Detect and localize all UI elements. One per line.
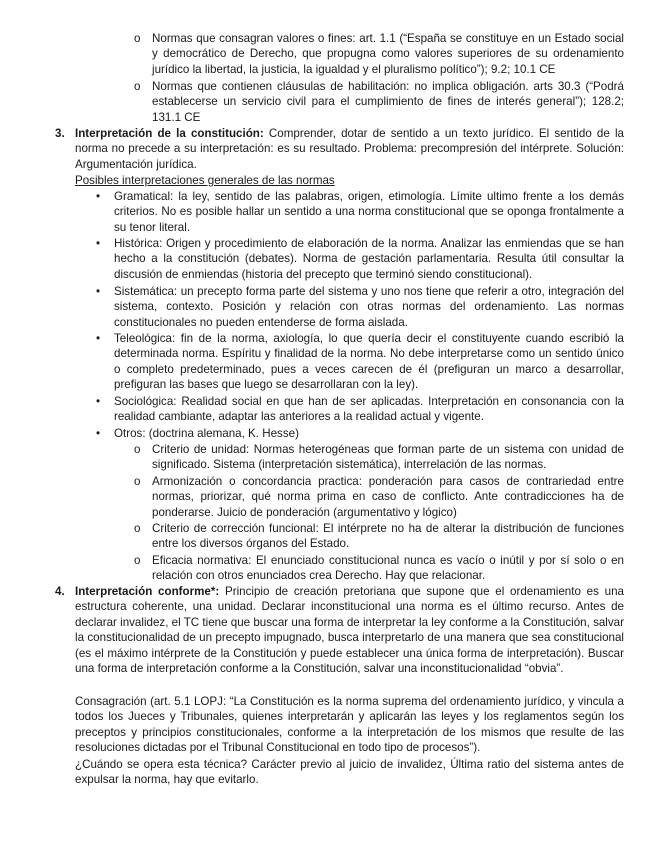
list-marker: o (134, 443, 141, 456)
armonizacion: Armonización o concordancia practica: ponderación para casos de contrariedad entre normas, priorizar, qué norma prima en caso de conflicto. Ante contradicciones ha de ponderarse. Juicio de ponderación (argumentativo y lógico) (152, 475, 624, 519)
section-3-body: Comprender, dotar de sentido a un texto jurídico. El sentido de la norma no precede a su interpretación: es su resultado. Problema: precompresión del intérprete. Solución: Argumentación jurídica. (75, 127, 624, 171)
question-paragraph: ¿Cuándo se opera esta técnica? Carácter previo al juicio de invalidez, Última ratio del sistema antes de expulsar la norma, hay que evitarlo. (75, 758, 624, 787)
bullet-teleologica: Teleológica: fin de la norma, axiología, lo que quería decir el constituyente cuando escribió la determinada norma. Espíritu y finalidad de la norma. No debe interpretarse como un sentido único o completo predeterminado, pues a veces carecen de él (prefiguran un marco a desarrollar, prefiguran las bases que luego se desarrollaran con la ley). (114, 332, 624, 392)
section-3-paragraph (75, 126, 624, 172)
section-3-subheading: Posibles interpretaciones generales de las normas (75, 174, 335, 187)
section-4-heading: Interpretación conforme*: (75, 585, 220, 598)
section-3-number: 3. (55, 127, 65, 140)
bullet-sistematica: Sistemática: un precepto forma parte del sistema y uno nos tiene que referir a otro, integración del sistema, contexto. Posición y relación con otras normas del ordenamiento. Las normas constitucionales no pueden entenderse de forma aislada. (114, 285, 624, 329)
section-4-number: 4. (55, 585, 65, 598)
bullet: • (96, 395, 101, 408)
list-marker: o (134, 554, 141, 567)
bullet: • (96, 427, 101, 440)
list-marker: o (134, 522, 141, 535)
section-3-heading: Interpretación de la constitución: (75, 127, 264, 140)
bullet: • (96, 237, 101, 250)
bullet-sociologica: Sociológica: Realidad social en que han de ser aplicadas. Interpretación en consonancia con la realidad cambiante, adaptar las anteriores a la realidad actual y vigente. (114, 395, 624, 424)
consagracion-paragraph: Consagración (art. 5.1 LOPJ: “La Constitución es la norma suprema del ordenamiento jurídico, y vincula a todos los Jueces y Tribunales, quienes interpretarán y aplicarán las leyes y los reglamentos según los preceptos y principios constitucionales, conforme a la interpretación de los mismos que resulte de las resoluciones dictadas por el Tribunal Constitucional en todo tipo de procesos”). (75, 695, 624, 755)
list-marker: o (134, 32, 141, 45)
list-marker: o (134, 80, 141, 93)
bullet: • (96, 190, 101, 203)
eficacia-normativa: Eficacia normativa: El enunciado constitucional nunca es vacío o inútil y por sí solo o en relación con otros enunciados crea Derecho. Hay que relacionar. (152, 554, 624, 583)
section-4-body: Principio de creación pretoriana que supone que el ordenamiento es una estructura coherente, una unidad. Declarar inconstitucional una norma es el último recurso. Antes de declarar invalidez, el TC tiene que buscar una forma de interpretar la ley conforme a la Constitución, salvar la constitucionalidad de un precepto impugnado, busca interpretarlo de una manera que sea constitucional (es el máximo intérprete de la Constitución y puede establecer una única forma de interpretación). Buscar una forma de interpretación conforme a la Constitución, salvar una inconstitucionalidad “obvia”. (75, 585, 624, 676)
section-4-paragraph (75, 584, 624, 676)
bullet-otros: Otros: (doctrina alemana, K. Hesse) (114, 427, 299, 440)
list-item-habilitacion: Normas que contienen cláusulas de habilitación: no implica obligación. arts 30.3 (“Podrá establecerse un servicio civil para el cumplimiento de fines de interés general”); 128.2; 131.1 CE (152, 80, 624, 124)
list-marker: o (134, 475, 141, 488)
list-item-valores: Normas que consagran valores o fines: art. 1.1 (“España se constituye en un Estado social y democrático de Derecho, que propugna como valores superiores de su ordenamiento jurídico la libertad, la justicia, la igualdad y el pluralismo político”); 9.2; 10.1 CE (152, 32, 624, 76)
bullet: • (96, 332, 101, 345)
criterio-unidad: Criterio de unidad: Normas heterogéneas que forman parte de un sistema con unidad de significado. Sistema (interpretación sistemática), interrelación de las normas. (152, 443, 624, 472)
correccion-funcional: Criterio de corrección funcional: El intérprete no ha de alterar la distribución de funciones entre los diversos órganos del Estado. (152, 522, 624, 551)
bullet: • (96, 285, 101, 298)
bullet-historica: Histórica: Origen y procedimiento de elaboración de la norma. Analizar las enmiendas que se han hecho a la constitución (debates). Norma de gestación parlamentaria. Resulta útil consultar la discusión de enmiendas (historia del precepto que terminó siendo constitucional). (114, 237, 624, 281)
bullet-gramatical: Gramatical: la ley, sentido de las palabras, origen, etimología. Límite ultimo frente a los demás criterios. No es posible hallar un sentido a una norma constitucional que se oponga frontalmente a su tenor literal. (114, 190, 624, 234)
